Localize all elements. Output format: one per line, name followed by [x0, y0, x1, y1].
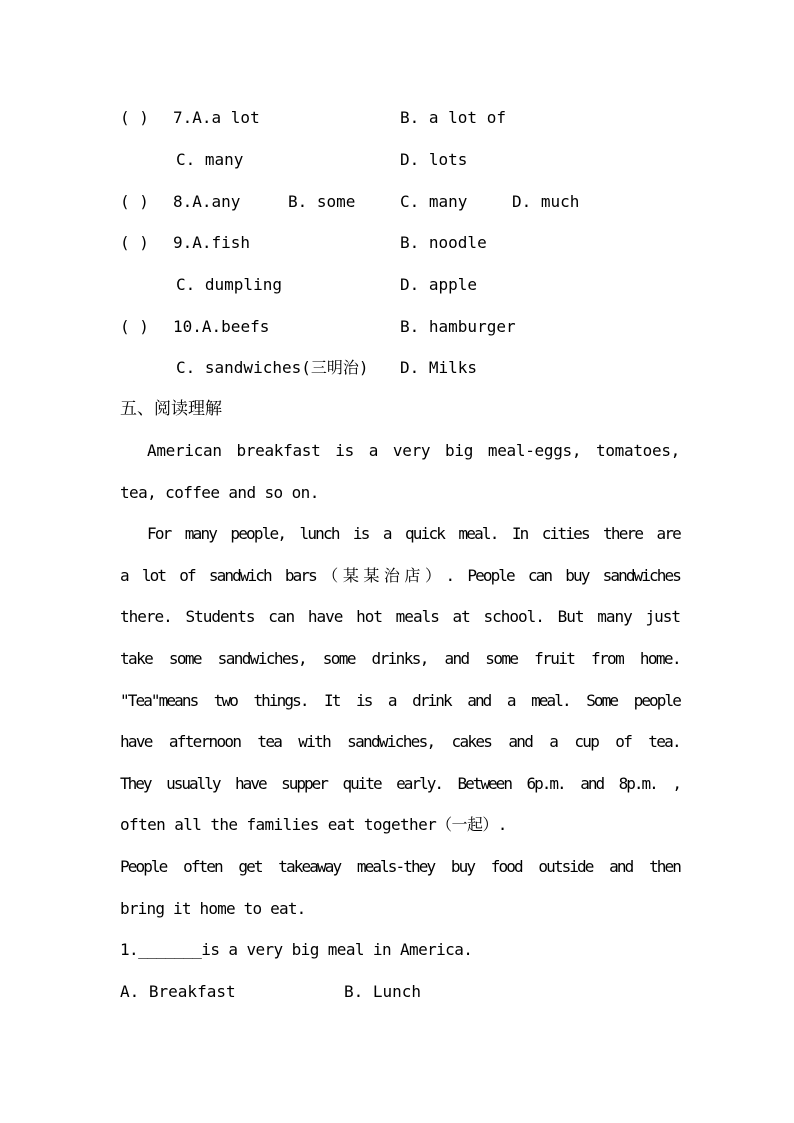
question-7-row-2: [0, 148, 794, 172]
reading-question-options: [0, 980, 794, 1004]
passage-line: take some sandwiches, some drinks, and some fruit from home.: [120, 649, 680, 668]
passage-line: "Tea"means two things. It is a drink and a meal. Some people: [120, 691, 680, 710]
question-7: [0, 106, 794, 130]
passage-line: a lot of sandwich bars（某某治店）. People can buy sandwiches: [120, 566, 680, 585]
question-8: [0, 190, 794, 214]
option-d: D. much: [512, 192, 580, 211]
passage-line: bring it home to eat.: [120, 899, 306, 918]
question-10: [0, 315, 794, 339]
question-9: [0, 231, 794, 255]
option-a: 8.A.any: [173, 192, 241, 211]
passage-line: American breakfast is a very big meal-eggs, tomatoes,: [147, 441, 680, 460]
option-c: C. many: [176, 150, 244, 169]
answer-bracket[interactable]: ( ): [120, 233, 149, 252]
option-b: B. noodle: [400, 233, 487, 252]
option-b: B. a lot of: [400, 108, 506, 127]
option-c: C. many: [400, 192, 468, 211]
option-b: B. Lunch: [344, 982, 422, 1001]
option-b: B. some: [288, 192, 356, 211]
option-d: D. lots: [400, 150, 468, 169]
option-c: C. dumpling: [176, 275, 282, 294]
option-b: B. hamburger: [400, 317, 516, 336]
section-heading: 五、阅读理解: [120, 399, 222, 419]
option-a: 9.A.fish: [173, 233, 251, 252]
passage-line: there. Students can have hot meals at school. But many just: [120, 607, 680, 626]
answer-bracket[interactable]: ( ): [120, 108, 149, 127]
option-d: D. apple: [400, 275, 478, 294]
passage-line: For many people, lunch is a quick meal. In cities there are: [147, 524, 680, 543]
answer-bracket[interactable]: ( ): [120, 317, 149, 336]
passage-line: They usually have supper quite early. Between 6p.m. and 8p.m. ,: [120, 774, 680, 793]
question-10-row-2: [0, 356, 794, 380]
passage-line: People often get takeaway meals-they buy food outside and then: [120, 857, 680, 876]
passage-line: often all the families eat together（一起）.: [120, 815, 507, 834]
reading-question-stem: 1._______is a very big meal in America.: [120, 940, 473, 959]
option-a: 7.A.a lot: [173, 108, 260, 127]
option-d: D. Milks: [400, 358, 478, 377]
passage-line: tea, coffee and so on.: [120, 483, 319, 502]
option-c: C. sandwiches(三明治): [176, 358, 369, 377]
option-a: A. Breakfast: [120, 982, 236, 1001]
answer-bracket[interactable]: ( ): [120, 192, 149, 211]
option-a: 10.A.beefs: [173, 317, 270, 336]
question-9-row-2: [0, 273, 794, 297]
passage-line: have afternoon tea with sandwiches, cakes and a cup of tea.: [120, 732, 680, 751]
